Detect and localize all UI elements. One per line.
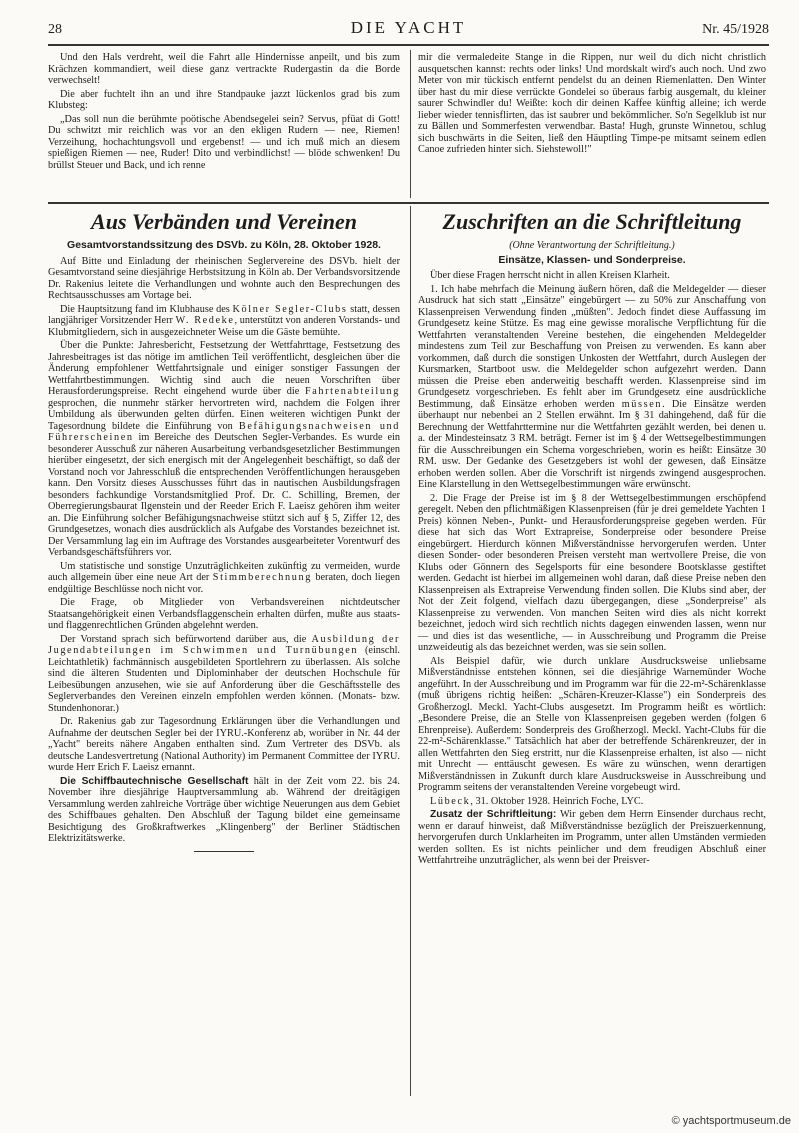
issue-number: Nr. 45/1928 [702,22,769,37]
top-left-paragraph: „Das soll nun die berühmte poötische Abendsegelei sein? Servus, pfüat di Gott! Du schwitzt mir reichlich was vor an den ekligen Rudern — nee, Riemen! Verzeihung, hochachtungsvoll und ergebenst! — und ich muß mich an diesem spießigen Riemen — nee, Ruder! Dito und verbindlichst! — blöde schwenken! Du brüllst Steuer und Back, und ich renne [48,113,400,171]
article-paragraph: Der Vorstand sprach sich befürwortend darüber aus, die Ausbildung der Jugendabteilungen im Schwimmen und Turnübungen (einschl. Leichtathletik) fachmännisch ausgebildeten Sportlehrern zu überlassen. Als solche sind die älteren Studenten und Diplominhaber der deutschen Hochschule für Leibesübungen anzusehen, wie sie auf Anforderung über die Geschäftsstelle des Seglerverbandes den Vereinen einzeln empfohlen werden können. (Monats- bzw. Stundenhonorar.) [48,633,400,714]
article-paragraph: Die Frage, ob Mitglieder von Verbandsvereinen nichtdeutscher Staatsangehörigkeit einen Verbandsflaggenschein erhalten dürfen, mußte aus staats- und flaggenrechtlichen Gründen abgelehnt werden. [48,597,400,631]
section-title-zuschriften: Zuschriften an die Schriftleitung [442,209,742,234]
top-left-column [48,52,400,173]
letter-paragraph: 1. Ich habe mehrfach die Meinung äußern hören, daß die Meldegelder — dieser Ausdruck hat sich statt „Einsätze" eingebürgert — zu 50% zur Anschaffung von Klassenpreisen Verwendung finden „müßten". Jedoch findet diese Auffassung im Grundgesetz keine Stütze. Es mag eine gewisse moralische Verpflichtung für die Wettfahrten veranstaltenden Vereine bestehen, die eingehenden Meldegelder mindestens zum Teil zur Beschaffung von Preisen zu verwenden. Es kann aber vorkommen, daß durch die sonstigen Unkosten der Wettfahrt, durch Auslegen der Kursmarken, Startboot usw. die Meldegelder schon aufgezehrt werden. Dann müssen die Preise eben anderweitig beschafft werden. Klassenpreise sind im Grundgesetz vorgeschrieben. Es fehlt aber im Grundgesetz eine ausdrückliche Bestimmung, daß Einsätze erhoben werden müssen. Die Einsätze werden überhaupt nur nebenbei an 2 Stellen erwähnt. Im § 31 dahingehend, daß für die Berechnung der Wettfahrttermine nur die Wettfahrten gezählt werden, bei denen u. a. der Mindesteinsatz 3 RM. beträgt. Ferner ist im § 4 der Wettsegelbestimmungen für die Ausschreibungen ein Schema vorgeschrieben, worin es heißt: Einsätze 30 RM. usw. Der Gedanke des Gesetzgebers ist wohl der gewesen, daß Einsätze erhoben werden sollen. Aber die Vorschrift ist nirgends zwingend ausgesprochen. Eine Klarstellung in den Wettsegelbestimmungen wäre erwünscht. [418,283,766,490]
masthead-title: DIE YACHT [350,18,467,37]
top-right-column [418,52,766,158]
letter-paragraph: Als Beispiel dafür, wie durch unklare Ausdrucksweise unliebsame Mißverständnisse entstehen können, sei die diesjährige Warnemünder Woche angeführt. In der Ausschreibung und im Programm war für die 22-m²-Schärenklasse (muß übrigens richtig heißen: „Schären-Kreuzer-Klasse") ein Sonderpreis des Großherzogl. Meckl. Yacht-Clubs ausgesetzt. Im Programm heißt es wörtlich: „Besondere Preise, die an Stelle von Klassenpreisen gegeben werden (folgen 6 Ehrenpreise). Außerdem: Sonderpreis des Großherzogl. Meckl. Yacht-Clubs für die 22-m²-Schärenklasse." Tatsächlich hat aber der betreffende Schärenkreuzer, der in allen Wettfahrten den Sieg erstritt, nur die Klassenpreise erhalten, ist also — nicht mit Unrecht — enttäuscht gewesen. Es wäre zu wünschen, wenn derartigen Mißverständnissen in Zukunft durch klare Ausdrucksweise in Ausschreibung und Programm seitens der veranstaltenden Vereine vorgebeugt wird. [418,655,766,793]
article-paragraph: Die Hauptsitzung fand im Klubhause des Kölner Segler-Clubs statt, dessen langjähriger Vorsitzender Herr W. Redeke, unterstützt von anderen Vorstands- und Klubmitgliedern, sich in ausgezeichneter Weise um die Gäste bemühte. [48,303,400,338]
top-left-paragraph: Die aber fuchtelt ihn an und ihre Standpauke jazzt lückenlos grad bis zum Klubsteg: [48,88,400,111]
section-rule [48,202,769,204]
letter-signature: Lübeck, 31. Oktober 1928. Heinrich Foche, LYC. [430,795,644,807]
article-paragraph: Dr. Rakenius gab zur Tagesordnung Erklärungen über die Verhandlungen und Aufnahme der deutschen Segler bei der IYRU.-Konferenz ab, worüber in Nr. 44 der „Yacht" bereits nähere Angaben enthalten sind. Zum Vertreter des DSVb. als deutsche Landesvertretung (National Authority) im Permanent Committee der IYRU. wurde Herr Erich F. Laeisz ernannt. [48,716,400,773]
column-divider-top [410,50,411,198]
article-paragraph: Auf Bitte und Einladung der rheinischen Seglervereine des DSVb. hielt der Gesamtvorstand seine diesjährige Herbstsitzung in Köln ab. Der Verbandsvorsitzende Dr. Rakenius leitete die Verhandlungen und wohnte auch den Besprechungen des Rechtsausschusses am Vortage bei. [48,255,400,301]
page-number: 28 [48,22,62,37]
letter-paragraph: 2. Die Frage der Preise ist im § 8 der Wettsegelbestimmungen erschöpfend geregelt. Neben den pflichtmäßigen Klassenpreisen (für je drei gemeldete Yachten 1 Preis) können Neben-, Punkt- und Herausforderungspreise gegeben werden. Für diese hat sich das Wort Extrapreise, Sonderpreise oder besondere Preise eingebürgert. Hierdurch können Mißverständnisse hervorgerufen werden. Unter diesen Sonder- oder besonderen Preisen versteht man wertvollere Preise, die von Klubs oder Gönnern des Segelsports für eine besondere Bootsklasse gestiftet werden. Gedacht ist hierbei im allgemeinen wohl daran, daß diese Preise neben den Klassenpreisen als Extrapreise Verwendung finden sollen. Die Klubs sind aber, der Not der Zeit folgend, vielfach dazu übergegangen, diese „Sonderpreise" als Klassenpreise zu verwenden. Von manchen Seiten wird dies als nicht korrekt bezeichnet, jedoch wird sich rechtlich nichts dagegen einwenden lassen, wenn nur — und dies ist das wesentliche, — in Ausschreibung und Programm die Preise unzweideutig als das bezeichnet werden, was sie sein sollen. [418,492,766,653]
top-left-paragraph: Und den Hals verdreht, weil die Fahrt alle Hindernisse anpeilt, und bis zum Krächzen kommandiert, weil diese ganz vertrackte Rudergastin da die Borde verwechselt! [48,52,400,86]
section-note: (Ohne Verantwortung der Schriftleitung.) [509,240,675,251]
article-paragraph: Über die Punkte: Jahresbericht, Festsetzung der Wettfahrttage, Festsetzung des Jahresbeitrages ist das nötige im amtlichen Teil veröffentlicht, desgleichen über die Änderung empfohlener Wettfahrtsignale und einiger sonstiger Fassungen der Wettfahrtbestimmungen. Wichtig sind auch die neuen Vorschriften über Herausforderungspreise. Recht eingehend wurde über die Fahrtenabteilung gesprochen, die nunmehr stärker hervortreten wird, nachdem die Folgen ihrer Umbildung als überwunden gelten dürfen. Einen weiteren wichtigen Punkt der Tagesordnung bildete die Einführung von Befähigungsnachweisen und Führerscheinen im Bereiche des Deutschen Segler-Verbandes. Es wurde ein besonderer Ausschuß zur näheren Ausarbeitung verbandsgesetzlicher Bestimmungen hierüber eingesetzt, der sich energisch mit der Angelegenheit beschäftigt, so daß der Vorstand noch vor Jahresschluß die entsprechenden Veröffentlichungen herausgeben kann. Den Vorsitz dieses Ausschusses führt das in nautischen Ausbildungsfragen besonders fachkundige Vorstandsmitglied Prof. Dr. C. Schilling, Bremen, der Oberregierungsbaurat Ilgenstein und der Reeder Erich F. Laeisz gehören ihm weiter an. Die Einführung solcher Befähigungsnachweise stützt sich auf § 5, Ziffer 12, des Grundgesetzes, wonach dies ausdrücklich als Aufgabe des Vorstandes bezeichnet ist. Der Versammlung lag ein im Auftrage des Vorstandes ausgearbeiteter Vorentwurf des Verbandsgeschäftsführers vor. [48,340,401,558]
article-paragraph: Die Schiffbautechnische Gesellschaft hält in der Zeit vom 22. bis 24. November ihre diesjährige Hauptversammlung ab. Während der dreitägigen Versammlung werden zahlreiche Vorträge über wichtige Neuerungen aus dem Gebiet des Schiffbaues gehalten. Den Abschluß der Tagung bildet eine gemeinsame Besichtigung des Großkraftwerkes „Klingenberg" der Berliner Städtischen Elektrizitätswerke. [48,775,400,844]
page-header [48,18,769,40]
article-paragraph: Um statistische und sonstige Unzuträglichkeiten zukünftig zu vermeiden, wurde auch allgemein über eine neue Art der Stimmberechnung beraten, doch liegen endgültige Beschlüsse noch nicht vor. [48,560,400,595]
section-subtitle: Einsätze, Klassen- und Sonderpreise. [498,253,686,266]
column-divider-main [410,206,411,1096]
top-right-paragraph: mir die vermaledeite Stange in die Rippen, nur weil du dich nicht christlich ausquetschen kannst: rechts oder links! Und mordskalt wird's auch noch. Und zwo Meter von mir tückisch entfernt pendelst du an deinen Riemenlatten. Den Winter über hast du mir diese verrückte Gondelei so überaus farbig ausgemalt, du kleiner saurer Schwindler du! Weißte: koch dir deinen Kaffee künftig alleine; ich werde lieber wieder tennisflirten, das ist saubrer und bekömmlicher. So'n Segelklub ist nur zu Bällen und Sommerfesten verwendbar. Basta! Hugh, grunste Winnetou, schlug sich buschwärts in die Seiten, ließ den Häuptling Timpe-pe mitsamt seinem edlen Canoe zufrieden hinter sich. Siehstewoll!" [418,52,766,155]
section-title-verbaende: Aus Verbänden und Vereinen [91,209,357,234]
end-rule [194,851,254,852]
header-rule [48,44,769,46]
section-subtitle: Gesamtvorstandssitzung des DSVb. zu Köln, 28. Oktober 1928. [67,239,381,251]
left-section-column [48,208,400,852]
editor-note: Zusatz der Schriftleitung: Wir geben dem Herrn Einsender durchaus recht, wenn er darauf hinweist, daß Mißverständnisse bezüglich der Preiszuerkennung, hervorgerufen durch Unklarheiten im Programm, unter allen Umständen vermieden werden sollten. Es ist nichts peinlicher und dem freudigen Abschluß einer Wettfahrtreihe unzuträglicher, als wenn bei der Preisver- [418,809,766,866]
right-section-column [418,208,766,869]
letter-paragraph: Über diese Fragen herrscht nicht in allen Kreisen Klarheit. [430,270,670,281]
watermark: © yachtsportmuseum.de [671,1115,791,1127]
